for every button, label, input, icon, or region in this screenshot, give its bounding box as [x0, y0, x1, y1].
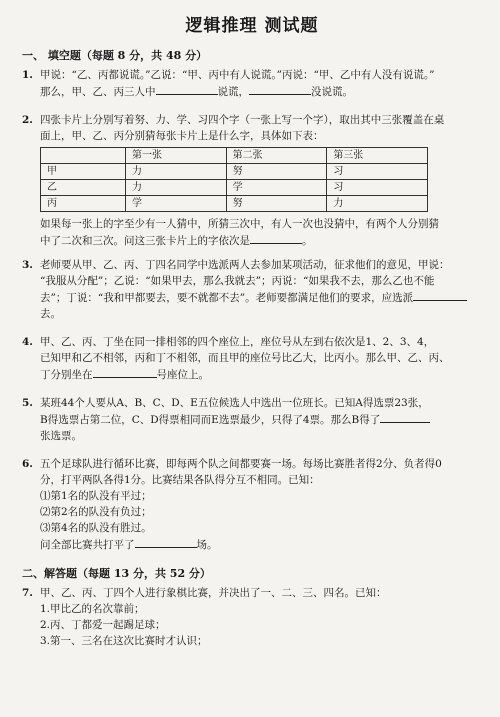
answer-blank[interactable]	[413, 289, 467, 301]
q6-text: 问全部比赛共打平了	[40, 539, 135, 551]
q2-text: 。	[302, 235, 313, 247]
q1-line1: 甲说：“乙、丙都说谎。”乙说：“甲、丙中有人说谎。”丙说：“甲、乙中有人没有说谎。”	[40, 69, 435, 81]
q3-line2: “我服从分配”；乙说：“如果甲去，那么我就去”；丙说：“如果我不去，那么乙也不能	[40, 275, 435, 287]
q5-text: 张选票。	[40, 430, 82, 442]
question-4	[22, 334, 482, 383]
q3-line1: 老师要从甲、乙、丙、丁四名同学中选派两人去参加某项活动，征求他们的意见，甲说：	[40, 259, 450, 271]
q3-text: 去”；丁说：“我和甲都要去，要不就都不去”。老师要都满足他们的要求，应选派	[40, 292, 414, 304]
answer-blank[interactable]	[380, 411, 430, 423]
q7-condition-3: 3.第一、三名在这次比赛时才认识；	[40, 635, 208, 647]
question-number: 4.	[22, 336, 33, 348]
table-row	[41, 164, 428, 180]
table-cell: 乙	[41, 180, 126, 196]
q3-text: 去。	[40, 308, 61, 320]
q6-text: 场。	[196, 539, 218, 551]
q7-condition-1: 1.甲比乙的名次靠前；	[40, 603, 145, 615]
q6-condition-2: ⑵第2名的队没有负过；	[40, 506, 152, 518]
q5-line1: 某班44个人要从A、B、C、D、E五位候选人中选出一位班长。已知A得选票23张，	[40, 397, 429, 409]
table-cell: 力	[327, 196, 428, 212]
answer-blank[interactable]	[156, 83, 218, 95]
q1-text: 没说谎。	[311, 86, 353, 98]
q2-line1: 四张卡片上分别写着努、力、学、习四个字（一张上写一个字），取出其中三张覆盖在桌	[40, 114, 445, 126]
question-2	[22, 112, 482, 249]
table-cell: 第一张	[126, 148, 227, 164]
q6-condition-3: ⑶第4名的队没有胜过。	[40, 522, 152, 534]
q6-line2: 分，打平两队各得1分。比赛结果各队得分互不相同。已知：	[40, 474, 320, 486]
table-cell: 第二张	[226, 148, 327, 164]
answer-blank[interactable]	[135, 536, 197, 548]
q2-after-line1: 如果每一张上的字至少有一人猜中，所猜三次中，有人一次也没猜中，有两个人分别猜	[40, 218, 439, 230]
question-number: 7.	[22, 587, 33, 599]
table-cell: 力	[126, 164, 227, 180]
question-number: 2.	[22, 114, 33, 126]
q6-condition-1: ⑴第1名的队没有平过；	[40, 490, 152, 502]
table-row	[41, 180, 428, 196]
q1-text: 说谎，	[217, 86, 249, 98]
answer-blank[interactable]	[250, 232, 302, 244]
question-number: 6.	[22, 458, 33, 470]
q1-text: 那么，甲、乙、丙三人中	[40, 86, 156, 98]
guess-table	[40, 147, 428, 212]
table-cell: 甲	[41, 164, 126, 180]
table-cell: 努	[226, 196, 327, 212]
table-header-row	[41, 148, 428, 164]
answer-blank[interactable]	[93, 366, 157, 378]
table-cell: 学	[126, 196, 227, 212]
q4-line1: 甲、乙、丙、丁坐在同一排相邻的四个座位上，座位号从左到右依次是1、2、3、4，	[40, 336, 435, 348]
question-5	[22, 395, 482, 444]
q4-text: 号座位上。	[156, 369, 209, 381]
table-cell: 力	[126, 180, 227, 196]
question-number: 1.	[22, 69, 33, 81]
section-fill-in: 一、 填空题（每题 8 分，共 48 分）	[22, 49, 208, 62]
question-1	[22, 67, 482, 100]
page-title: 逻辑推理 测试题	[185, 16, 319, 36]
question-7	[22, 585, 482, 649]
table-row	[41, 196, 428, 212]
table-cell: 努	[226, 164, 327, 180]
table-cell: 习	[327, 180, 428, 196]
answer-blank[interactable]	[249, 83, 311, 95]
question-6	[22, 456, 482, 553]
table-cell: 学	[226, 180, 327, 196]
question-3	[22, 257, 482, 322]
question-number: 3.	[22, 259, 33, 271]
section-solve: 二、解答题（每题 13 分，共 52 分）	[22, 567, 211, 580]
q2-text: 中了二次和三次。问这三张卡片上的字依次是	[40, 235, 250, 247]
q7-line1: 甲、乙、丙、丁四个人进行象棋比赛，并决出了一、二、三、四名。已知：	[40, 587, 387, 599]
table-cell: 习	[327, 164, 428, 180]
table-cell	[41, 148, 126, 164]
q2-line2: 面上，甲、乙、丙分别猜每张卡片上是什么字，具体如下表：	[40, 130, 324, 142]
table-cell: 丙	[41, 196, 126, 212]
table-cell: 第三张	[327, 148, 428, 164]
q6-line1: 五个足球队进行循环比赛，即每两个队之间都要赛一场。每场比赛胜者得2分、负者得0	[40, 458, 442, 470]
question-number: 5.	[22, 397, 33, 409]
q5-text: B得选票占第二位，C、D得票相同而E选票最少，只得了4票。那么B得了	[40, 414, 381, 426]
q4-text: 丁分别坐在	[40, 369, 93, 381]
q7-condition-2: 2.丙、丁都爱一起踢足球；	[40, 619, 166, 631]
q4-line2: 已知甲和乙不相邻，丙和丁不相邻，而且甲的座位号比乙大，比丙小。那么甲、乙、丙、	[40, 352, 450, 364]
